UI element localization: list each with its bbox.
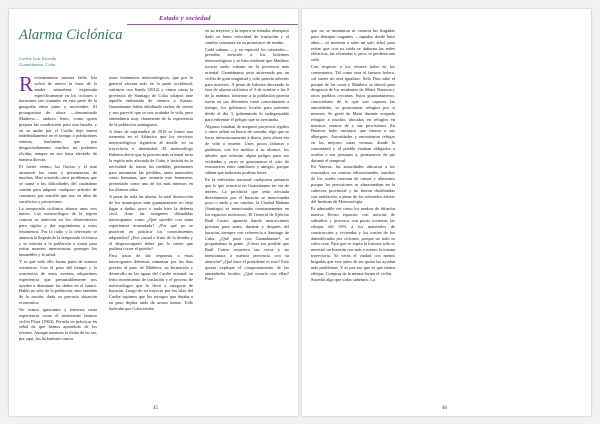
text-column-3: [205, 28, 289, 406]
paragraph: Es admirable ver como los medios de difusión masiva llevan espacios con noticias de subsidios y procesos con pocas rocieron, las rebajas del 50% a los materiales de construcción y viviendas y los trastes de los damnificados por ciclones, porque no todo es color rosa. Para que se repita la historia sólo se necesitó un huracán con más o menos la misma trayectoria. Ya verás el ciudad con menos brigadas que este antes de ser quien las ayudan más problemas. Y es por eso que sé que tienen rebajas. Comprar de la misma forma el ciclón.: [311, 206, 395, 276]
paragraph-text: ecientemente nuestra bella Isla sufrió de nuevo la furia de la madre naturaleza expresada específicamente en los ciclones o huracanes tan comunes en esta parte de la geografía entre junio y noviembre. El protagonista de ahora —denominado Matthew— anduvo lento, como quien prepara las condiciones para una batalla, y en su andar por el Caribe dejó nueva indefinidamente en el tiempo a poblaciones enteras, fenómeno, que por desgraciadamente, muchos no podemos olvidar, aunque no nos haya afectado de manera directa.: [19, 75, 97, 162]
paragraph: que no se inmutaron ni crearon las brigadas para destapar tragantes —tapados desde hace años— ni tuvieron a talar un solo árbol para evitar que con su caída se dañaran las redes eléctricas, las viviendas o, peor, se perdiera una vida.: [311, 28, 395, 63]
paragraph: [19, 75, 97, 163]
section-rule: [127, 24, 298, 25]
section-header: Estado y sociedad: [159, 15, 211, 22]
author-location: Guantánamo, Cuba: [19, 61, 56, 67]
byline: [19, 56, 119, 67]
page-number: 46: [442, 406, 447, 411]
page-number: 45: [153, 406, 158, 411]
paragraph: El fuerte viento, las lluvias y el mar arrasaron las casas y pertenencias de muchos. Han ocurrido otros problemas que se suma a las dificultades del ciudadano común para adquirir cualquier artículo de consumo, por sencillo que sea, en años de sacrificios y privaciones.: [19, 163, 97, 204]
author-name: Carlos Luis Estrada: [19, 56, 57, 61]
paragraph: La temporada ciclónica abarca unos seis meses. Los meteorólogos de la región centran su atención en los observatorios para vigilar y dar seguimiento a estos fenómenos. Por la radio y la televisión se anuncia la llegada de la temporada ciclónica y se exhorta a la población a tomar para evitar muertes innecesarias, proteger los inmuebles y la salud.: [19, 205, 97, 258]
paragraph: Con respecto a los víveres hubo en los comentarios. Tal como reza el famoso bolero, «el suerte no será igualita». Sólo Dios sabe el porqué de las cosas y Matthew se desvió para desgracia de los residentes de Maisí, Baracoa y otros pueblos cercanos. Estos guantanameros, conocedores de lo que son capaces las autoridades, se gestionaron refugios por sí mismos. Se gestó de Maisí durante ocupado refugiar a muchos ubicados en refugios en nuestros centros de y sus provisiones. En Baracoa hubo ancianos que fueron a sus albergues. Autoridades y encontraron refugio en las mejores casas vecinas, donde la comunidad y el pueblo estaban obligados a ocultar a sus personas y, permanecer de pie durante el temporal.: [311, 64, 395, 163]
drop-cap: R: [19, 75, 34, 96]
left-page: [9, 9, 298, 416]
text-column-2: [109, 75, 193, 407]
paragraph: A fines de septiembre de 2016 se formó una tormenta en el Atlántico que los servicios meteorológicos siguieron al detalle en su trayectoria e intensidad. El meteorólogo Rubiera alertó que la porción más oriental sería la región más afectada de Cuba, e insistió en la necesidad de tomar las medidas pertinentes para minimizar las pérdidas, tanto materiales como humanas, que causaría este fenómeno, presentado como uno de los más intensos en los últimos años.: [109, 128, 193, 193]
paragraph: En la televisión nacional cualquiera pensaría que lo que ocurriría en Guantánamo no era de interés. La provincia que sería afectada directamente por el huracán se mencionaba poco o nada y, en cambio, la Ciudad Habana (Santiago) se mencionaba constantemente en los espacios noticiosos. El General de Ejército Raúl Castro aparecía dando instrucciones precisas para antes, durante y después del huracán, siempre con referencia a Santiago de Cuba. ¿Qué pasó con Guantánamo?, se preguntaban la gente. ¿Cómo era posible que Raúl Castro estuviera tan cerca y no mencionara a nuestra provincia con su atención? ¿Qué hace el presidente es esto? Esto quizás explique el comportamiento de las autoridades locales. ¿Qué ocurría con ellas? Pues: [205, 177, 289, 282]
paragraph: Sucedió algo que todos sabemos. La: [311, 277, 375, 283]
text-column-1: [19, 75, 97, 407]
paragraph: Para tratar de dar respuesta a estas interrogantes debemos comenzar por los días previos al paso de Matthew, su formación y desarrollo en las aguas del Caribe oriental, su lento movimiento de traslación y el proceso de meteorólogos que lo llevó a categoría de huracán. Luego de su trayecto por las islas del Caribe supimos que los estragos que dejaba a su paso dejaba atrás de arrasa tumas. Todo indicaba que Cuba estaba: [109, 253, 193, 311]
paragraph: Algunos trataban de asegurar proyectos rígidos y otros salían en busca de comida, algo que se hacía infructuosamente a diario, pero ahora era de vida o muerte. Unos pocos faltaron o pudieron, con los medios a su alcance, los árboles que ofrecían algún peligro para sus viviendas y otros se gestionaron el sitio de evacuación entre familiares y amigos, porque sabían que nada más podrían hacer.: [205, 123, 289, 176]
article-title: Alarma Ciclónica: [19, 27, 123, 43]
paragraph: En Yateras, las autoridades ubicaron a los evacuados en centros educacionales, muchos de los cuales carecían de camas y alimentos porque las provisiones se almacenaban en la cabecera provincial y no fueron distribuidas con antelación, a pesar de los reiterados alertas del Instituto de Meteorología.: [311, 164, 395, 205]
paragraph: en su trayecto y la espera se tornaba desespero dado su lenta velocidad de traslación y el cambio constante en su pronóstico de rumbo.: [205, 28, 289, 45]
paragraph: Cada cubano —y en especial los orientales— prestaba atención a los boletines meteorológicos y se hizo evidente que Matthew tocaría suelo cubano en la provincia más oriental. Guantánamo sería atravesado por un ciclón de gran magnitud y todo parecía advertir para nosotros. A pesar de haberse decretado la fase de alarma ciclónica el 3 de octubre a las 9 de la mañana, informar a la población parecía inerte en sus diferentes tomó conocimiento a tiempo, los gobiernos locales para prevenir desde el día 3, gobernando lo indispensable para enfrentar el peligro que se avecinaba.: [205, 46, 289, 122]
right-page: [302, 9, 591, 416]
paragraph: A pesar de toda las alertas, la total destrucción de los municipios más guantanamero no dejó lugar a dudas: poco o nada hizo la defensa civil. Ante las imágenes difundidas interrogantes como ¿Qué sucedió con tanta experiencia acumulada? ¿Por qué no se pusieron en práctica los conocimientos adquiridos? ¿Fue casual o fruto de la desidia y el despreocupado deber por la suerte que pudiera correr el pueblo?: [109, 193, 193, 252]
text-column-1: [311, 28, 395, 406]
paragraph: estos fenómenos meteorológicos, que por lo general afectan más en la parte occidental, sufrimos con Sandy (2012) y vimos cómo la provincia de Santiago de Cuba colapsó ante aquella embestida de vientos y lluvias. Guantánamo había debilitado rachas de viento y nos pareció que se nos acababa la vida, pero entendimos muy claramente de la experiencia de la población santiaguera.: [109, 75, 193, 127]
paragraph: Y es que todo ello forma parte de nuestra existencia. Con el paso del tiempo y la ocurrencia de estos eventos adquirimos experiencia que presumiblemente nos ayuden a disminuir los daños en el futuro. Hablo no sólo de la población, sino también de la nación, dada su precaria situación económica.: [19, 259, 97, 306]
paragraph: No somos ignorantes y tenemos vasta experiencia como el tristemente famoso ciclón Flora (1963). Peruela en prácticas en señal de que hemos aprendido de los reveses. Aunque tenemos la dicha de no ser, por aquí, los luchadores contra: [19, 306, 97, 342]
